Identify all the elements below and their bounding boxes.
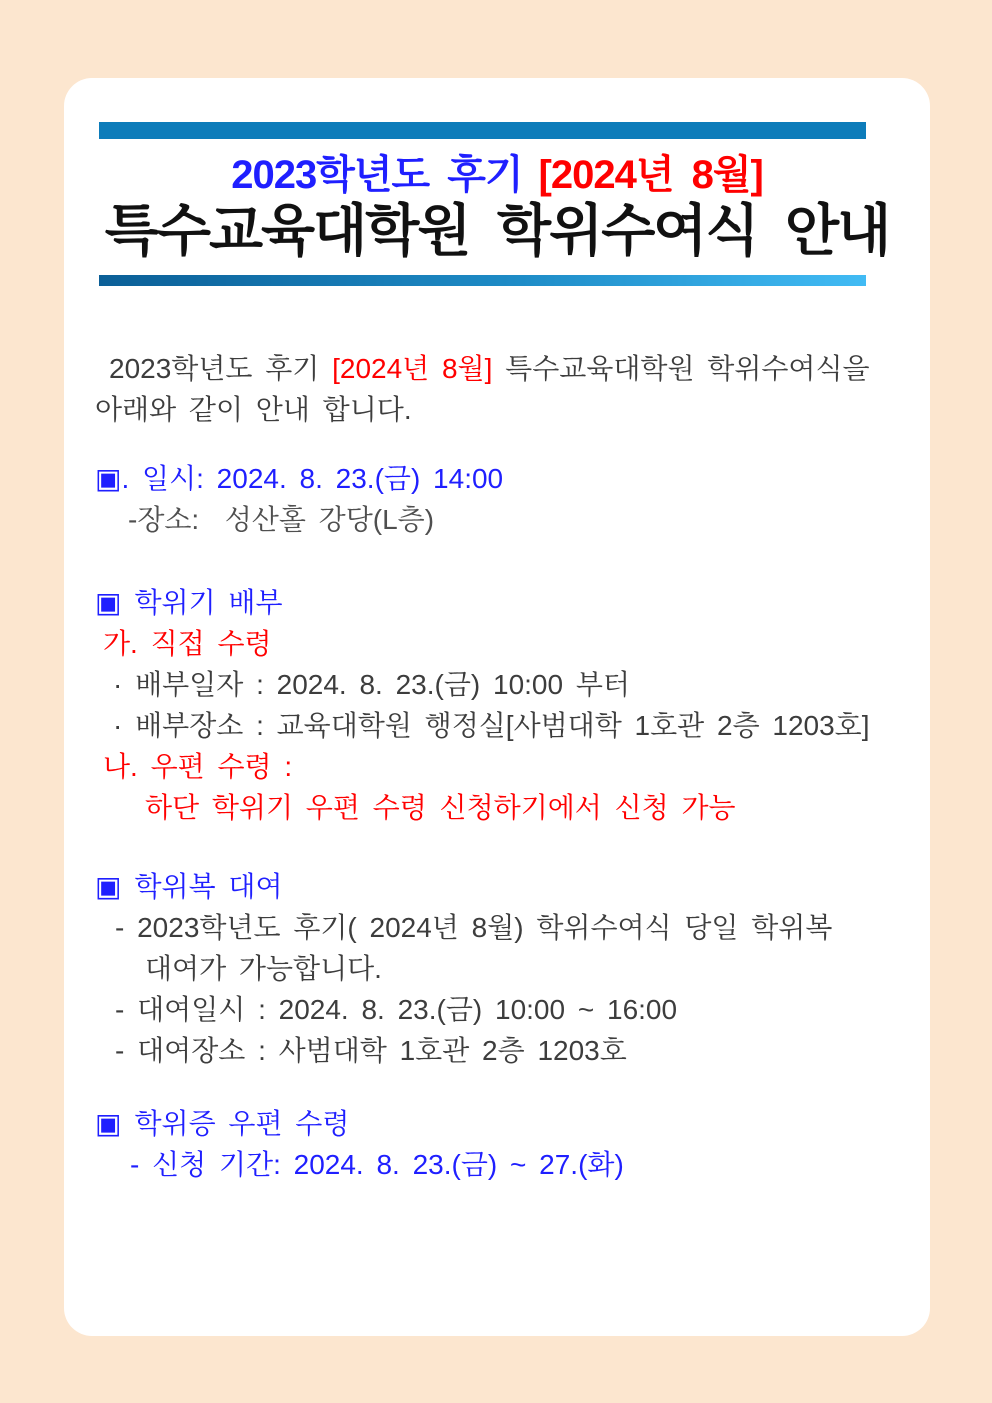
gown-heading-text: 학위복 대여 — [134, 871, 283, 902]
announcement-card — [64, 78, 930, 1336]
section-ceremony-datetime — [95, 458, 904, 540]
mail-heading — [95, 1103, 904, 1144]
subtitle-date: [2024년 8월] — [538, 153, 763, 197]
section-bullet-icon: ▣ — [95, 871, 122, 902]
diploma-direct-title: 가. 직접 수령 — [103, 628, 272, 659]
gown-line-2: 대여가 가능합니다. — [145, 953, 382, 984]
diploma-place-line: · 배부장소 : 교육대학원 행정실[사범대학 1호관 2층 1203호] — [113, 710, 870, 741]
ceremony-place: -장소: 성산홀 강당(L층) — [128, 504, 435, 535]
header-top-bar — [99, 122, 866, 139]
ceremony-heading — [95, 458, 904, 499]
section-bullet-icon: ▣ — [95, 463, 122, 494]
gown-line-3: - 대여일시 : 2024. 8. 23.(금) 10:00 ~ 16:00 — [115, 994, 678, 1025]
mail-line-1: - 신청 기간: 2024. 8. 23.(금) ~ 27.(화) — [130, 1149, 624, 1180]
intro-line-1 — [95, 348, 904, 389]
diploma-mail-title: 나. 우편 수령 : — [103, 751, 293, 782]
intro-line-1-date: [2024년 8월] — [332, 353, 493, 384]
header-divider-bar — [99, 275, 866, 286]
diploma-heading-text: 학위기 배부 — [134, 587, 283, 618]
gown-line-1: - 2023학년도 후기( 2024년 8월) 학위수여식 당일 학위복 — [115, 912, 833, 943]
ceremony-heading-text: . 일시: 2024. 8. 23.(금) 14:00 — [121, 463, 504, 494]
intro-paragraph — [95, 348, 904, 430]
section-bullet-icon: ▣ — [95, 1108, 122, 1139]
mail-heading-text: 학위증 우편 수령 — [134, 1108, 350, 1139]
gown-heading — [95, 866, 904, 907]
section-diploma-mail — [95, 1103, 904, 1185]
diploma-heading — [95, 582, 904, 623]
gown-line-4: - 대여장소 : 사범대학 1호관 2층 1203호 — [115, 1035, 627, 1066]
section-gown-rental — [95, 866, 904, 1071]
subtitle — [64, 152, 930, 198]
intro-line-2: 아래와 같이 안내 합니다. — [95, 394, 412, 425]
diploma-date-line: · 배부일자 : 2024. 8. 23.(금) 10:00 부터 — [113, 669, 630, 700]
section-diploma-distribution — [95, 582, 904, 828]
diploma-mail-note: 하단 학위기 우편 수령 신청하기에서 신청 가능 — [145, 792, 736, 823]
page-title: 특수교육대학원 학위수여식 안내 — [104, 199, 890, 262]
intro-line-1-post: 특수교육대학원 학위수여식을 — [492, 353, 870, 384]
section-bullet-icon: ▣ — [95, 587, 122, 618]
subtitle-term: 2023학년도 후기 — [231, 153, 523, 197]
intro-line-1-pre: 2023학년도 후기 — [109, 353, 333, 384]
announcement-body — [64, 348, 930, 1185]
